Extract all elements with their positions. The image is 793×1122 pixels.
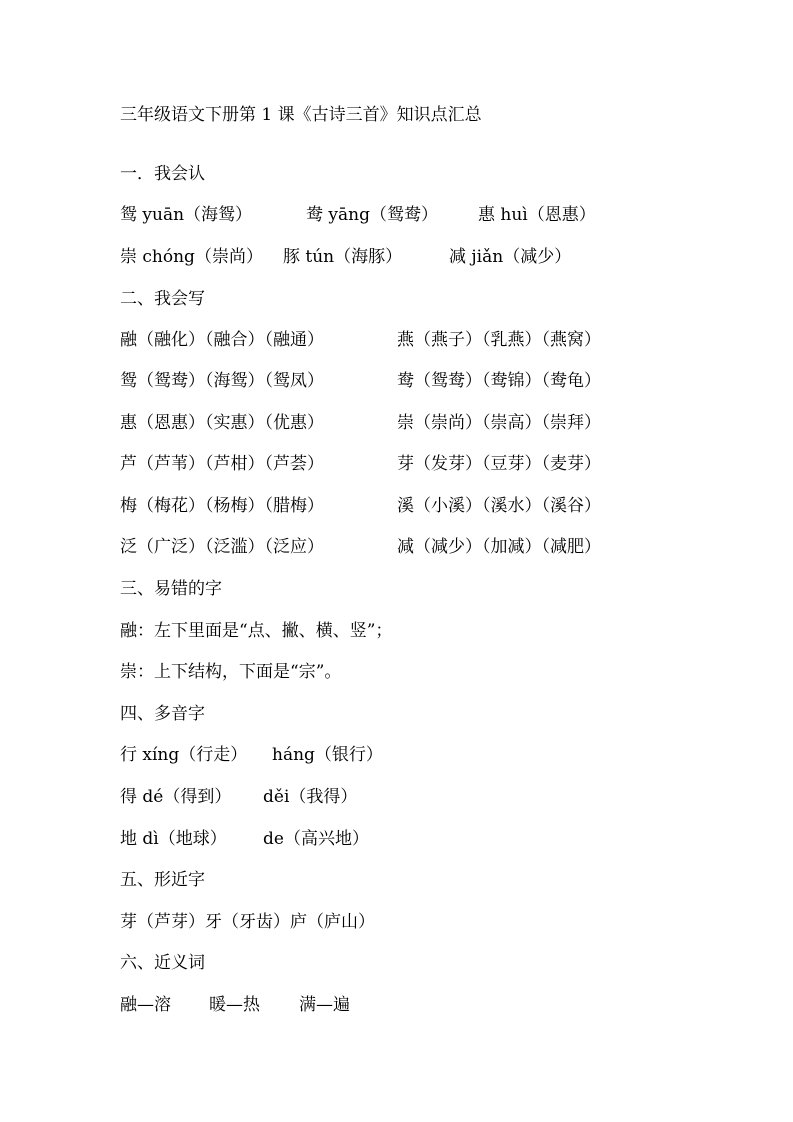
write-row: [120, 453, 680, 475]
write-item: 芽（发芽）（豆芽）（麦芽）: [397, 454, 601, 474]
polyphonic-item: de（高兴地）: [263, 829, 369, 849]
write-item: 梅（梅花）（杨梅）（腊梅）: [120, 496, 324, 516]
polyphonic-row: [120, 828, 520, 850]
write-row: [120, 495, 680, 517]
section-heading-polyphonic: 四、多音字: [120, 704, 205, 724]
recognize-item: 鸯 yāng（鸳鸯）: [306, 205, 438, 225]
error-prone-note: 融：左下里面是“点、撇、横、竖”；: [120, 621, 393, 641]
recognize-row-2: [120, 246, 680, 268]
section-heading-error-prone: 三、易错的字: [120, 579, 222, 599]
polyphonic-row: [120, 744, 520, 766]
synonym-pair: 满—遍: [299, 995, 350, 1015]
write-item: 减（减少）（加减）（减肥）: [397, 537, 601, 557]
write-row: [120, 370, 680, 392]
page-title: 三年级语文下册第 1 课《古诗三首》知识点汇总: [120, 105, 482, 125]
synonyms-row: [120, 994, 420, 1016]
write-row: [120, 329, 680, 351]
write-item: 芦（芦苇）（芦柑）（芦荟）: [120, 454, 324, 474]
error-prone-note: 崇：上下结构，下面是“宗”。: [120, 662, 342, 682]
polyphonic-item: 得 dé（得到）: [120, 787, 232, 807]
write-item: 崇（崇尚）（崇高）（崇拜）: [397, 413, 601, 433]
section-heading-synonyms: 六、近义词: [120, 953, 205, 973]
write-item: 鸯（鸳鸯）（鸯锦）（鸯龟）: [397, 371, 601, 391]
synonym-pair: 融—溶: [120, 995, 171, 1015]
write-row: [120, 412, 680, 434]
write-item: 泛（广泛）（泛滥）（泛应）: [120, 537, 324, 557]
write-row: [120, 536, 680, 558]
write-item: 燕（燕子）（乳燕）（燕窝）: [397, 330, 601, 350]
recognize-row-1: [120, 204, 680, 226]
write-item: 溪（小溪）（溪水）（溪谷）: [397, 496, 601, 516]
write-item: 融（融化）（融合）（融通）: [120, 330, 324, 350]
recognize-item: 减 jiǎn（减少）: [449, 247, 572, 267]
similar-shape-line: 芽（芦芽）牙（牙齿）庐（庐山）: [120, 912, 375, 932]
write-item: 鸳（鸳鸯）（海鸳）（鸳凤）: [120, 371, 324, 391]
section-heading-write: 二、我会写: [120, 289, 205, 309]
write-item: 惠（恩惠）（实惠）（优惠）: [120, 413, 324, 433]
polyphonic-item: děi（我得）: [263, 787, 358, 807]
synonym-pair: 暖—热: [209, 995, 260, 1015]
polyphonic-row: [120, 786, 520, 808]
polyphonic-item: 行 xíng（行走）: [120, 745, 248, 765]
recognize-item: 崇 chóng（崇尚）: [120, 247, 263, 267]
polyphonic-item: 地 dì（地球）: [120, 829, 227, 849]
recognize-item: 鸳 yuān（海鸳）: [120, 205, 253, 225]
polyphonic-item: háng（银行）: [272, 745, 383, 765]
section-heading-recognize: 一．我会认: [120, 164, 205, 184]
section-heading-similar-shape: 五、形近字: [120, 870, 205, 890]
recognize-item: 惠 huì（恩惠）: [478, 205, 596, 225]
recognize-item: 豚 tún（海豚）: [283, 247, 403, 267]
